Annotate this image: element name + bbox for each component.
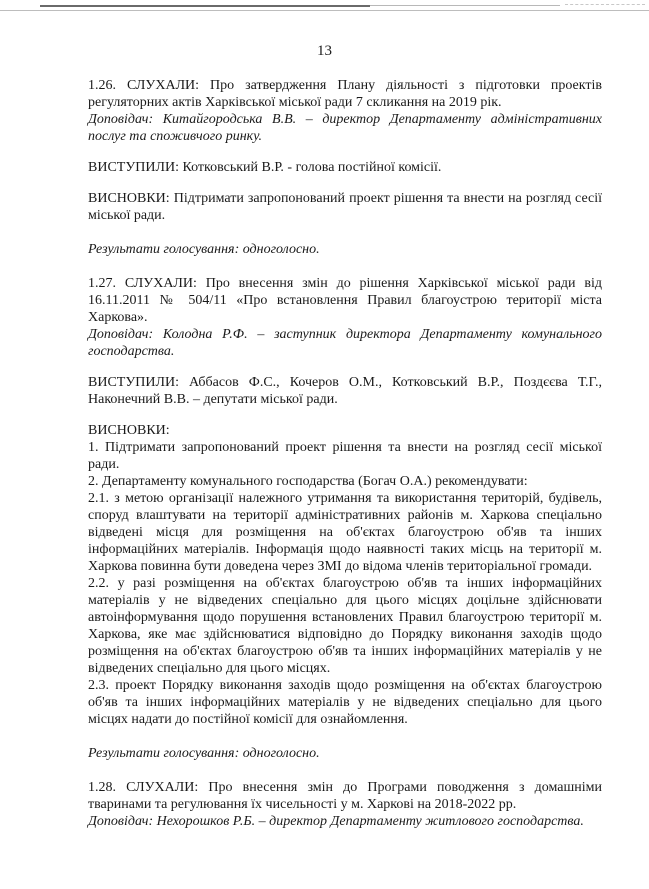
scan-edge-line — [40, 5, 370, 7]
agenda-item-1-28 — [88, 779, 602, 830]
conclusion-point-2: 2. Департаменту комунального господарства (Богач О.А.) рекомендувати: — [88, 474, 528, 489]
spoke-paragraph: ВИСТУПИЛИ: Котковський В.Р. - голова постійної комісії. — [88, 160, 442, 175]
scan-top-edge — [0, 0, 649, 11]
speaker-paragraph: Доповідач: Китайгородська В.В. – директор Департаменту адміністративних послуг та споживчого ринку. — [88, 112, 602, 144]
conclusion-point-2-2: 2.2. у разі розміщення на об'єктах благоустрою об'яв та інших інформаційних матеріалів у не відведених спеціально для цього місцях доцільне здійснювати автоінформування щодо порушення встановлених Правил благоустрою території м. Харкова, яке має здійснюватися відповідно до Порядку виконання заходів щодо розміщення на об'єктах благоустрою об'яв та інших інформаційних матеріалів у не відведених спеціально для цього місцях. — [88, 576, 602, 676]
conclusions-paragraph: ВИСНОВКИ: Підтримати запропонований проект рішення та внести на розгляд сесії міської ради. — [88, 191, 602, 223]
scan-edge-dots — [565, 4, 645, 5]
heard-paragraph: 1.28. СЛУХАЛИ: Про внесення змін до Програми поводження з домашніми тваринами та регулювання їх чисельності у м. Харкові на 2018-2022 рр. — [88, 780, 602, 812]
vote-result: Результати голосування: одноголосно. — [88, 746, 320, 761]
page-number: 13 — [317, 43, 332, 59]
heard-paragraph: 1.27. СЛУХАЛИ: Про внесення змін до рішення Харківської міської ради від 16.11.2011 № 504/11 «Про встановлення Правил благоустрою території міста Харкова». — [88, 276, 602, 325]
conclusion-point-1: 1. Підтримати запропонований проект рішення та внести на розгляд сесії міської ради. — [88, 440, 602, 472]
speaker-paragraph: Доповідач: Колодна Р.Ф. – заступник директора Департаменту комунального господарства. — [88, 327, 602, 359]
agenda-item-1-26 — [88, 77, 602, 258]
conclusions-title: ВИСНОВКИ: — [88, 423, 170, 438]
conclusion-point-2-3: 2.3. проект Порядку виконання заходів щодо розміщення на об'єктах благоустрою об'яв та інших інформаційних матеріалів у не відведених спеціально для цього місцях надати до постійної комісії для ознайомлення. — [88, 678, 602, 727]
scan-edge-line — [370, 5, 560, 6]
protocol-body — [88, 77, 602, 830]
agenda-item-1-27 — [88, 275, 602, 762]
speaker-paragraph: Доповідач: Нехорошков Р.Б. – директор Департаменту житлового господарства. — [88, 814, 584, 829]
conclusion-point-2-1: 2.1. з метою організації належного утримання та використання територій, будівель, споруд влаштувати на території адміністративних районів м. Харкова спеціально відведені місця для розміщення на об'єктах благоустрою об'яв та інших інформаційних матеріалів. Інформація щодо наявності таких місць на території м. Харкова повинна бути доведена через ЗМІ до відома членів територіальної громади. — [88, 491, 602, 574]
heard-paragraph: 1.26. СЛУХАЛИ: Про затвердження Плану діяльності з підготовки проектів регуляторних актів Харківської міської ради 7 скликання на 2019 рік. — [88, 78, 602, 110]
spoke-paragraph: ВИСТУПИЛИ: Аббасов Ф.С., Кочеров О.М., Котковський В.Р., Поздєєва Т.Г., Наконечний В.В. – депутати міської ради. — [88, 375, 602, 407]
vote-result: Результати голосування: одноголосно. — [88, 242, 320, 257]
